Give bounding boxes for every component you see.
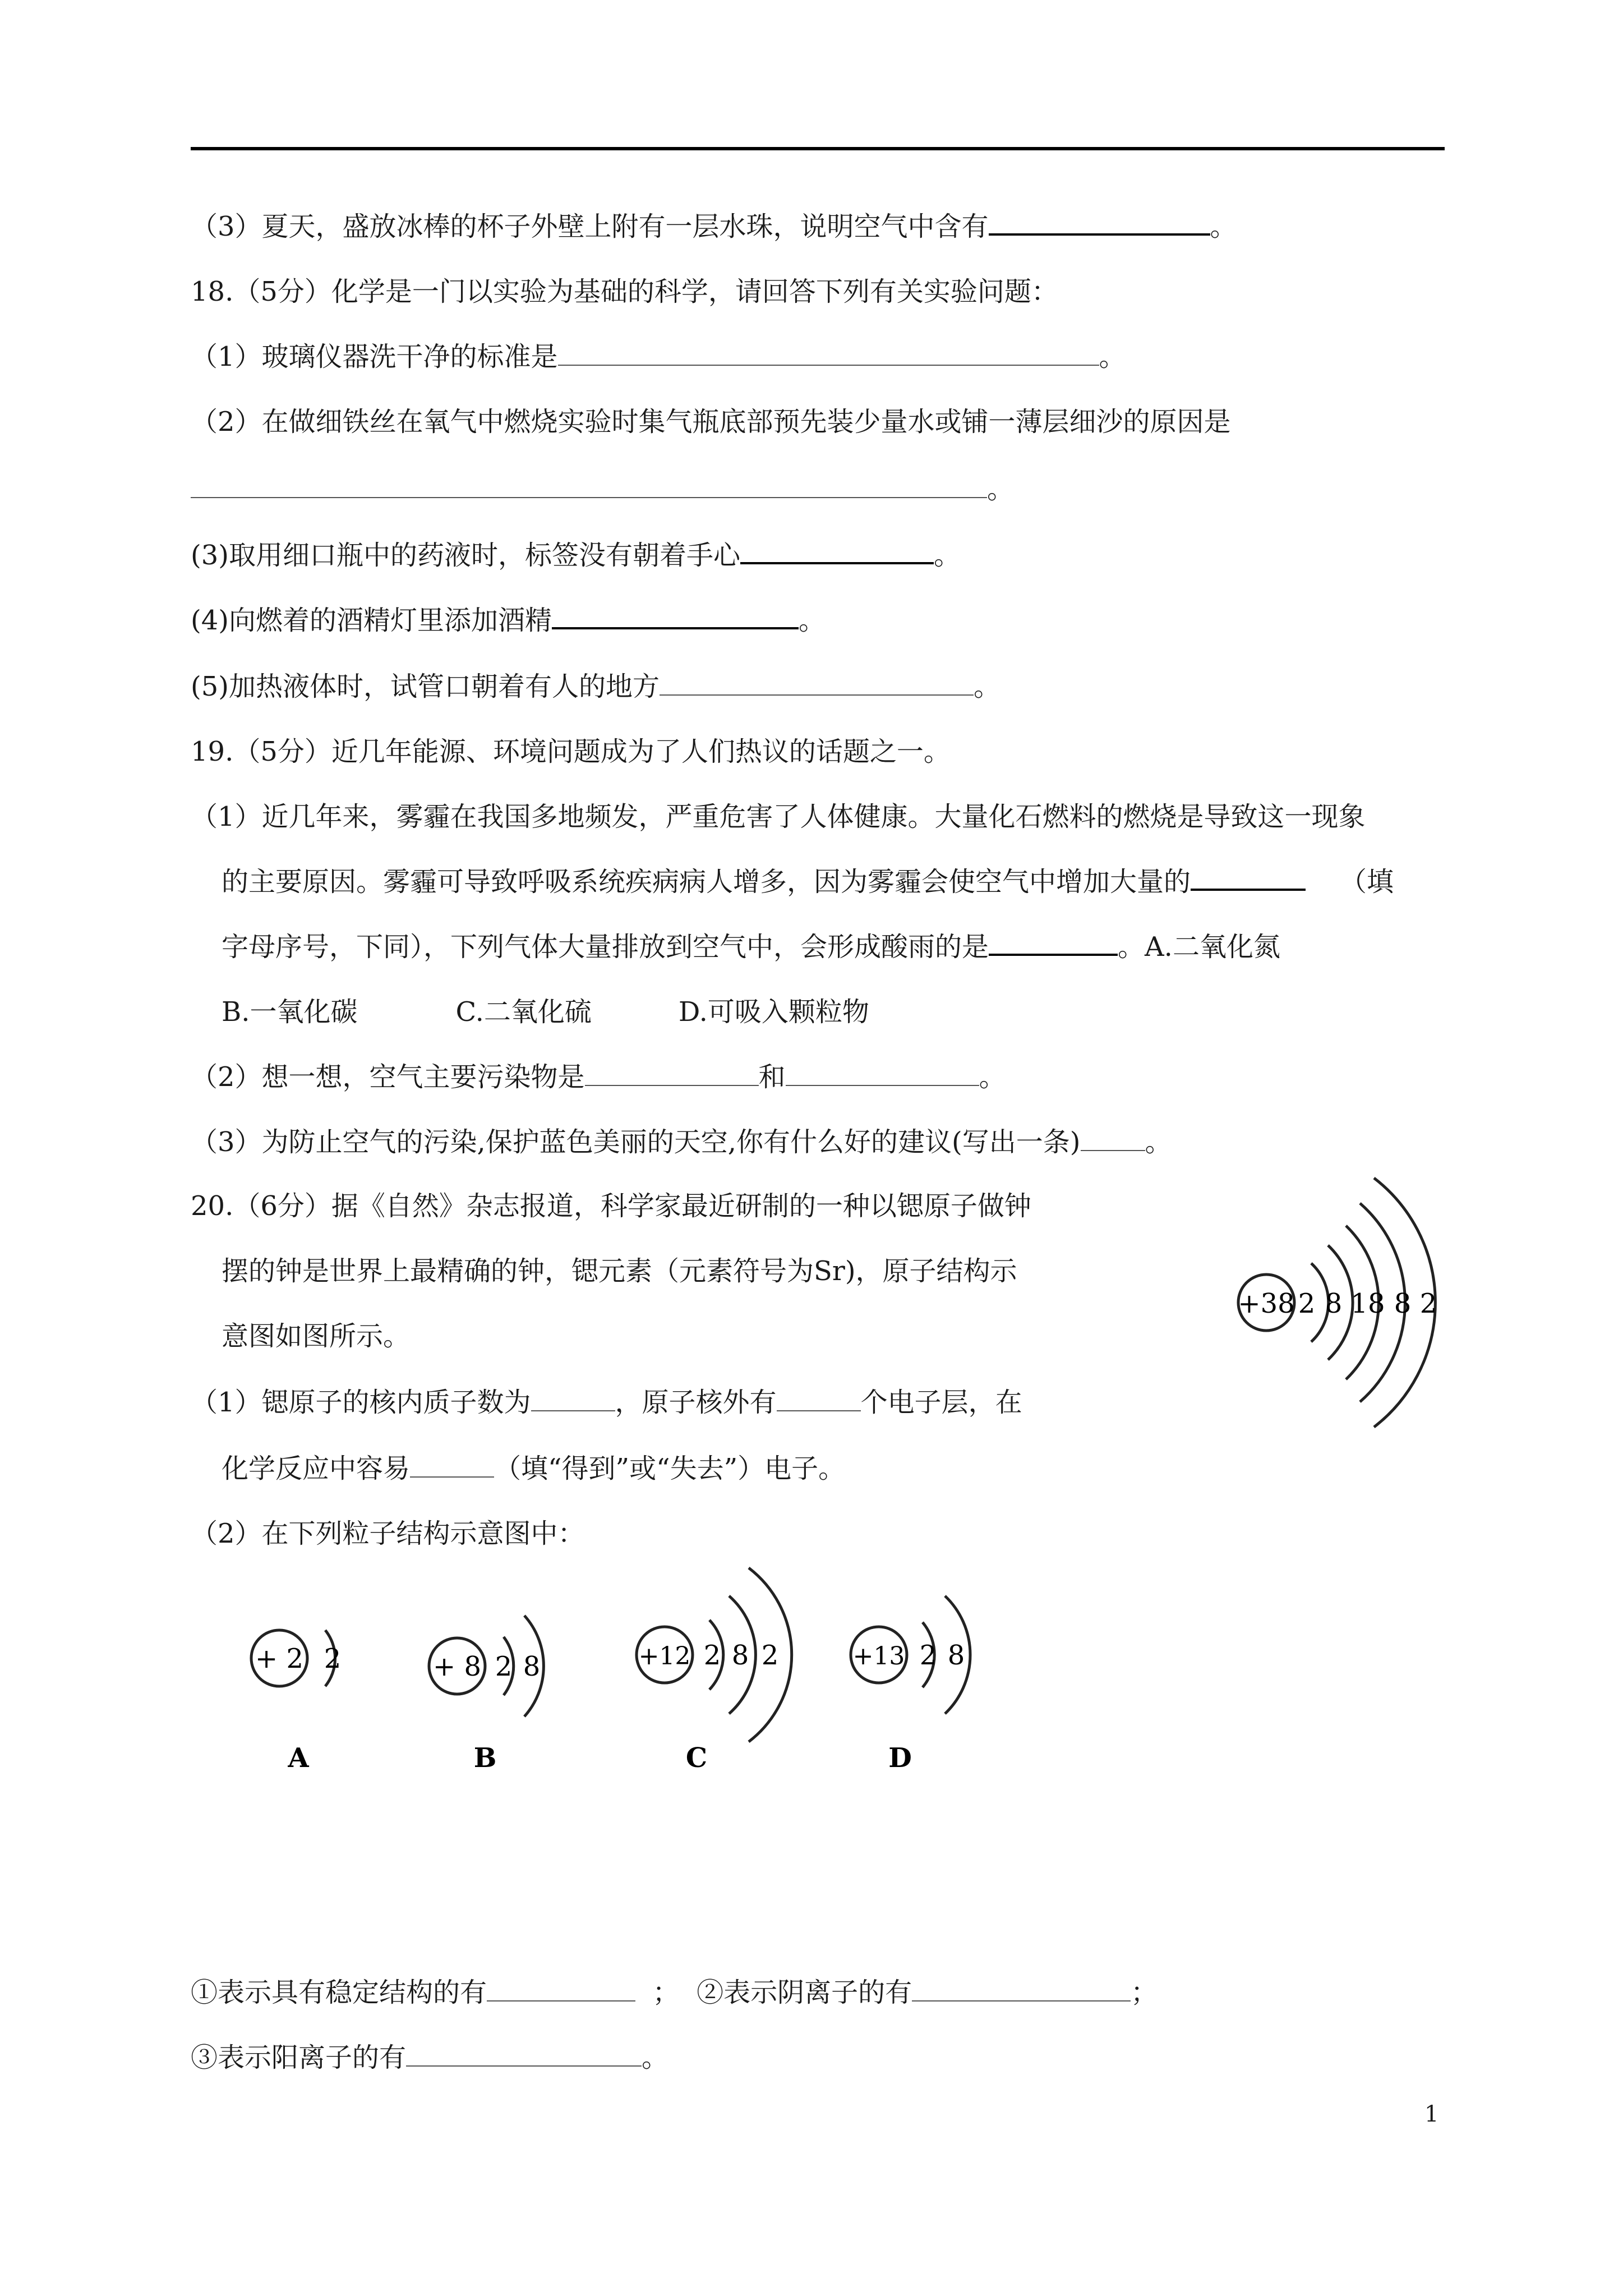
sr-shell-count: 8 bbox=[1325, 1288, 1343, 1319]
q19-stem: 19.（5分）近几年能源、环境问题成为了人们热议的话题之一。 bbox=[191, 736, 951, 767]
particle-diagram-b bbox=[423, 1604, 592, 1784]
q19-part2-blank2[interactable] bbox=[786, 1062, 979, 1086]
q19-options bbox=[222, 994, 869, 1030]
anion-blank[interactable] bbox=[912, 1978, 1131, 2001]
q20-answer-3: ③表示阳离子的有 。 bbox=[191, 2042, 669, 2073]
sr-shell-count: 18 bbox=[1350, 1288, 1385, 1319]
q20-part1-line2: 化学反应中容易 （填“得到”或“失去”）电子。 bbox=[222, 1453, 846, 1484]
option-c: C.二氧化硫 bbox=[455, 996, 592, 1028]
stable-structure-blank[interactable] bbox=[487, 1978, 635, 2001]
page-number: 1 bbox=[1424, 2101, 1439, 2127]
particle-b-shell-count: 2 bbox=[495, 1651, 513, 1682]
particle-c-shell-count: 8 bbox=[731, 1640, 749, 1671]
particle-d-letter: D bbox=[888, 1742, 912, 1774]
particle-a-letter: A bbox=[288, 1742, 309, 1774]
particle-d-shell-count: 2 bbox=[919, 1640, 937, 1671]
q18-part1: （1）玻璃仪器洗干净的标准是 。 bbox=[191, 341, 1126, 372]
particle-c-nucleus-label: +12 bbox=[638, 1642, 691, 1671]
q18-part4-blank[interactable] bbox=[552, 605, 799, 629]
q19-part1-line2: 的主要原因。雾霾可导致呼吸系统疾病病人增多，因为雾霾会使空气中增加大量的 （填 bbox=[222, 866, 1394, 898]
q19-part2-blank1[interactable] bbox=[585, 1062, 759, 1086]
particle-c-shell-count: 2 bbox=[761, 1640, 779, 1671]
q18-part2-line1: （2）在做细铁丝在氧气中燃烧实验时集气瓶底部预先装少量水或铺一薄层细沙的原因是 bbox=[191, 406, 1231, 438]
q17-part3-blank[interactable] bbox=[989, 211, 1210, 236]
q19-part1-blank2[interactable] bbox=[989, 931, 1118, 956]
q20-answer-1-2: ①表示具有稳定结构的有 ； ②表示阴离子的有 ； bbox=[191, 1977, 1158, 2008]
q18-part4: (4)向燃着的酒精灯里添加酒精 。 bbox=[191, 605, 826, 636]
particle-a-shell-count: 2 bbox=[324, 1643, 342, 1674]
strontium-atom-diagram bbox=[1228, 1172, 1453, 1430]
q19-part3: （3）为防止空气的污染,保护蓝色美丽的天空,你有什么好的建议(写出一条) 。 bbox=[191, 1126, 1172, 1158]
particle-b-shell-count: 8 bbox=[523, 1651, 541, 1682]
sr-nucleus-label: +38 bbox=[1238, 1288, 1295, 1319]
q19-part3-blank[interactable] bbox=[1081, 1128, 1145, 1151]
particle-c-letter: C bbox=[685, 1742, 708, 1774]
q19-part1-line3: 字母序号，下同），下列气体大量排放到空气中，会形成酸雨的是 。A.二氧化氮 bbox=[222, 931, 1280, 963]
q20-protons-blank[interactable] bbox=[531, 1388, 615, 1411]
q20-stem-line2: 摆的钟是世界上最精确的钟，锶元素（元素符号为Sr)，原子结构示 bbox=[222, 1255, 1017, 1287]
particle-diagram-a bbox=[241, 1604, 376, 1784]
particle-b-letter: B bbox=[473, 1742, 497, 1774]
particle-d-shell-count: 8 bbox=[947, 1640, 965, 1671]
particle-diagram-d bbox=[841, 1571, 1009, 1784]
q19-part2: （2）想一想，空气主要污染物是 和 。 bbox=[191, 1061, 1006, 1093]
q19-part1-blank1[interactable] bbox=[1191, 866, 1306, 891]
particle-c-shell-count: 2 bbox=[703, 1640, 721, 1671]
q20-stem-line3: 意图如图所示。 bbox=[222, 1320, 411, 1352]
q18-part1-blank[interactable] bbox=[558, 342, 1099, 366]
q20-part2: （2）在下列粒子结构示意图中： bbox=[191, 1518, 585, 1549]
sr-shell-count: 8 bbox=[1394, 1288, 1412, 1319]
q18-part5: (5)加热液体时，试管口朝着有人的地方 。 bbox=[191, 671, 1001, 702]
option-d: D.可吸入颗粒物 bbox=[678, 996, 869, 1028]
cation-blank[interactable] bbox=[406, 2043, 642, 2067]
sr-shell-count: 2 bbox=[1419, 1288, 1437, 1319]
q18-part2-line2: 。 bbox=[191, 471, 1014, 507]
particle-a-nucleus-label: + 2 bbox=[255, 1643, 304, 1674]
q18-part3-blank[interactable] bbox=[740, 540, 934, 564]
q17-part3: （3）夏天，盛放冰棒的杯子外壁上附有一层水珠，说明空气中含有 。 bbox=[191, 211, 1237, 242]
q18-stem: 18.（5分）化学是一门以实验为基础的科学，请回答下列有关实验问题： bbox=[191, 276, 1058, 307]
q20-stem-line1: 20.（6分）据《自然》杂志报道，科学家最近研制的一种以锶原子做钟 bbox=[191, 1190, 1031, 1222]
particle-b-nucleus-label: + 8 bbox=[432, 1651, 482, 1682]
option-b: B.一氧化碳 bbox=[222, 996, 358, 1028]
particle-d-nucleus-label: +13 bbox=[852, 1642, 905, 1671]
q20-part1-line1: （1）锶原子的核内质子数为 ，原子核外有 个电子层，在 bbox=[191, 1387, 1022, 1418]
q20-shells-blank[interactable] bbox=[777, 1388, 861, 1411]
particle-diagram-c bbox=[631, 1548, 810, 1784]
q20-gain-lose-blank[interactable] bbox=[410, 1454, 494, 1478]
q18-part5-blank[interactable] bbox=[660, 672, 974, 696]
header-rule bbox=[191, 147, 1445, 150]
sr-shell-count: 2 bbox=[1298, 1288, 1316, 1319]
q19-part1-line1: （1）近几年来，雾霾在我国多地频发，严重危害了人体健康。大量化石燃料的燃烧是导致这一现象 bbox=[191, 801, 1366, 832]
q18-part2-blank[interactable] bbox=[191, 475, 987, 498]
q18-part3: (3)取用细口瓶中的药液时，标签没有朝着手心 。 bbox=[191, 540, 961, 571]
